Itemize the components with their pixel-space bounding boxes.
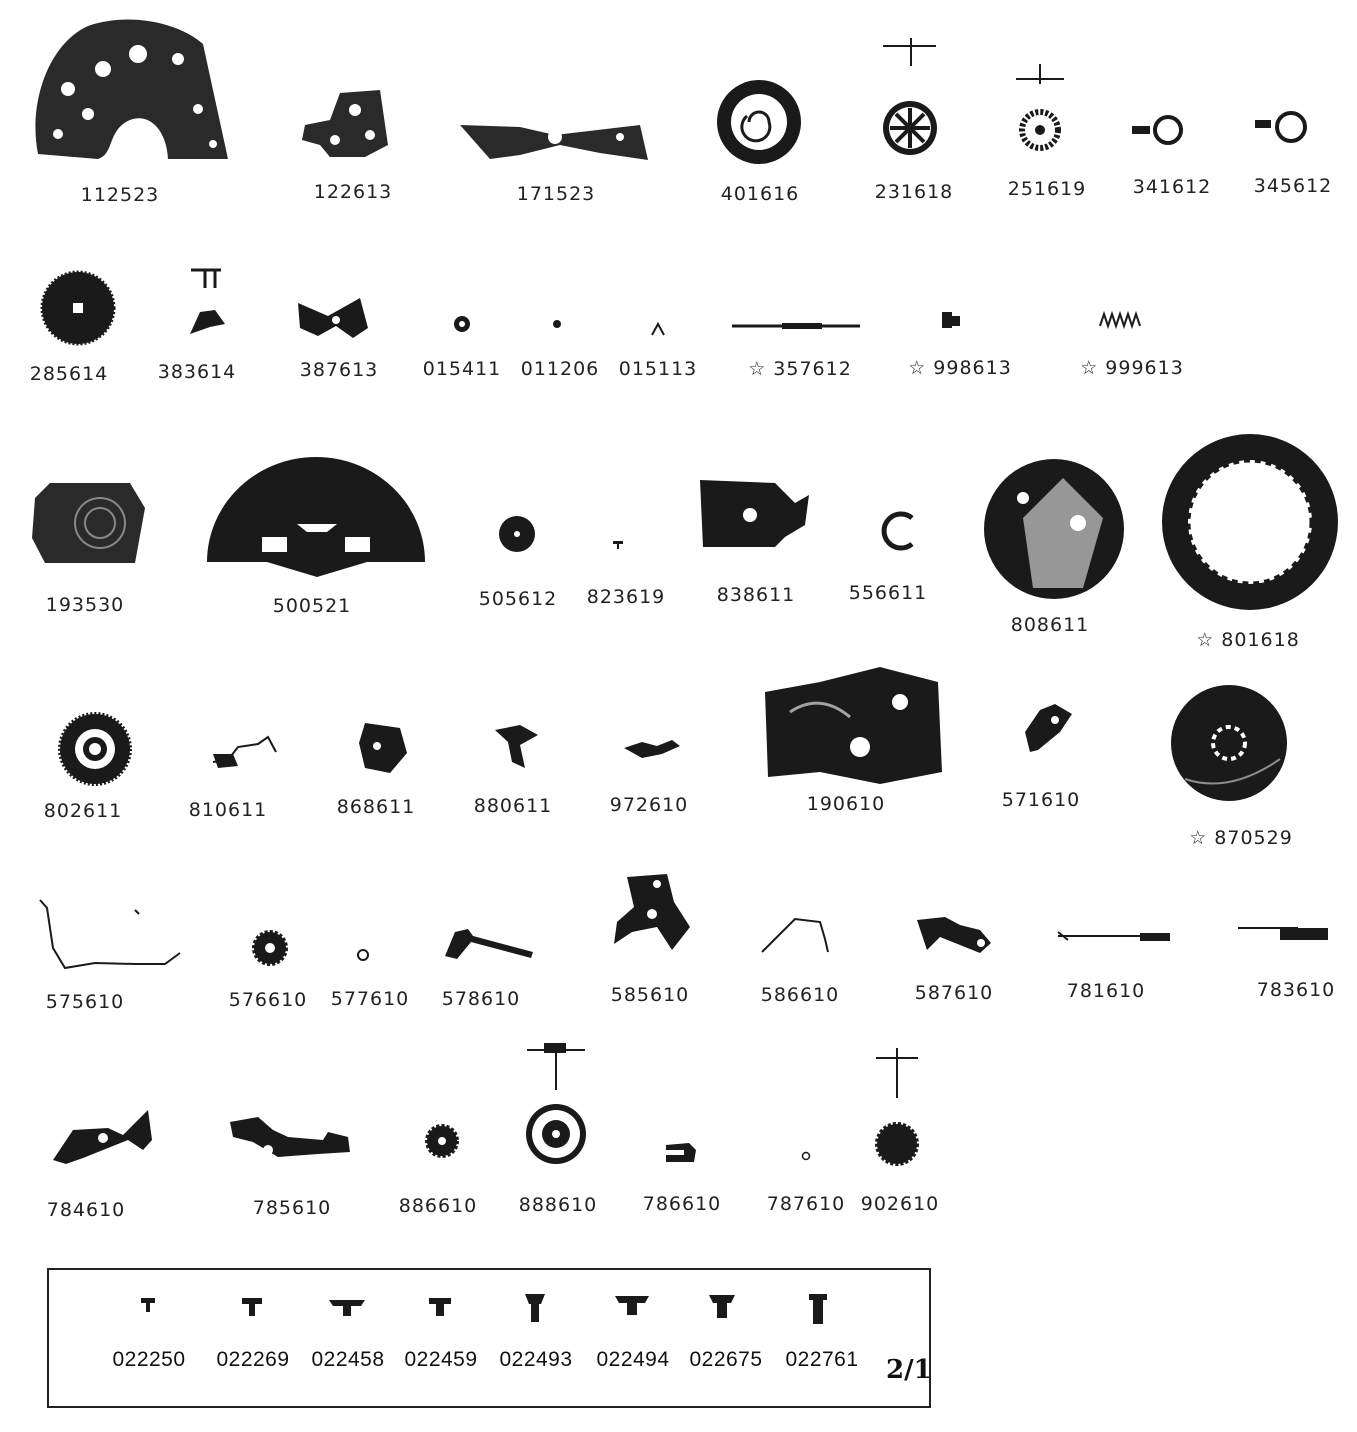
part-number: 577610 (330, 988, 410, 1010)
screw-part-number: 022459 (404, 1348, 478, 1371)
part-number: 571610 (1001, 789, 1081, 811)
reverser-lever-icon (228, 1112, 352, 1160)
balance-bridge-icon (30, 478, 150, 570)
part-number: 786610 (642, 1193, 722, 1215)
part-number: 015411 (422, 358, 502, 380)
part-number: 112523 (80, 184, 160, 206)
part-number: 880611 (473, 795, 553, 817)
rod-icon (732, 320, 862, 332)
date-plate-icon (983, 458, 1125, 600)
part-number: 251619 (1007, 178, 1087, 200)
screw-icon (428, 1296, 452, 1318)
part-number: 575610 (45, 991, 125, 1013)
screw-icon (808, 1292, 828, 1326)
part-number: 802611 (43, 800, 123, 822)
part-number: 781610 (1066, 980, 1146, 1002)
lever-icon (490, 720, 542, 770)
wheel-icon (878, 38, 940, 158)
screw-part-number: 022494 (596, 1348, 670, 1371)
part-number: 578610 (441, 988, 521, 1010)
pinion-icon (252, 930, 288, 966)
long-spring-icon (35, 898, 185, 973)
small-part-icon (664, 1140, 698, 1166)
screw-icon (241, 1296, 263, 1318)
part-number: 556611 (848, 582, 928, 604)
screw-part-number: 022675 (689, 1348, 763, 1371)
pin-icon (552, 319, 562, 329)
part-number: 823619 (586, 586, 666, 608)
part-number: 784610 (46, 1199, 126, 1221)
part-number: ☆ 357612 (748, 358, 852, 380)
part-number: 810611 (188, 799, 268, 821)
three-arm-lever-icon (612, 872, 692, 954)
long-lever-icon (1238, 922, 1330, 944)
small-ring-icon (356, 948, 370, 962)
part-number: 783610 (1256, 979, 1336, 1001)
wire-spring-icon (760, 914, 836, 954)
part-number: 587610 (914, 982, 994, 1004)
part-number: 902610 (860, 1193, 940, 1215)
cam-icon (355, 718, 410, 776)
part-number: 383614 (157, 361, 237, 383)
scale-label: 2/1 (886, 1355, 932, 1385)
part-number: 505612 (478, 588, 558, 610)
part-number: 888610 (518, 1194, 598, 1216)
gear-2-icon (58, 712, 133, 787)
gear-icon (40, 270, 116, 346)
hammer-icon (915, 915, 993, 955)
roller-icon (498, 515, 536, 553)
screw-part-number: 022761 (785, 1348, 859, 1371)
center-wheel-icon (522, 1038, 590, 1168)
spring-wire-icon (208, 732, 280, 772)
part-number: 122613 (313, 181, 393, 203)
detent-lever-icon (443, 924, 535, 962)
part-number: 015113 (618, 358, 698, 380)
part-number: 808611 (1010, 614, 1090, 636)
part-number: ☆ 870529 (1189, 827, 1293, 849)
part-number: 285614 (29, 363, 109, 385)
rotor-icon (207, 452, 425, 582)
screw-part-number: 022250 (112, 1348, 186, 1371)
part-number: 585610 (610, 984, 690, 1006)
c-clip-icon (878, 510, 920, 552)
part-number: ☆ 999613 (1080, 357, 1184, 379)
lever-bridge-icon (460, 115, 650, 163)
screw-part-number: 022458 (311, 1348, 385, 1371)
operating-lever-icon (48, 1110, 154, 1166)
part-number: 787610 (766, 1193, 846, 1215)
cap-jewel-icon (1132, 114, 1187, 146)
date-ring-icon (1160, 426, 1340, 618)
click-icon (1020, 702, 1076, 754)
part-number: 231618 (874, 181, 954, 203)
screw-icon (524, 1292, 546, 1324)
screw-icon (708, 1292, 736, 1320)
screw-icon (614, 1293, 650, 1317)
part-number: 868611 (336, 796, 416, 818)
part-number: 190610 (806, 793, 886, 815)
barrel-bridge-icon (760, 662, 945, 790)
small-block-icon (940, 310, 962, 330)
third-wheel-icon (872, 1048, 922, 1170)
screw-icon (328, 1296, 366, 1318)
part-number: 345612 (1253, 175, 1333, 197)
part-number: ☆ 998613 (908, 357, 1012, 379)
jewel-icon (452, 314, 472, 334)
part-number: 886610 (398, 1195, 478, 1217)
part-number: 341612 (1132, 176, 1212, 198)
part-number: 401616 (720, 183, 800, 205)
part-number: 586610 (760, 984, 840, 1006)
thin-spring-icon (1058, 930, 1173, 946)
part-number: 500521 (272, 595, 352, 617)
part-number: 193530 (45, 594, 125, 616)
screw-part-number: 022493 (499, 1348, 573, 1371)
mainspring-icon (715, 78, 803, 166)
part-number: ☆ 801618 (1196, 629, 1300, 651)
date-disc-icon (1170, 684, 1288, 802)
setting-lever-icon (185, 262, 231, 342)
part-number: 171523 (516, 183, 596, 205)
bridge-icon (300, 85, 390, 163)
reversing-wheel-icon (425, 1124, 459, 1158)
small-screw-icon (612, 540, 624, 550)
screws-panel (47, 1268, 931, 1408)
yoke-icon (298, 298, 370, 340)
cap-jewel-2-icon (1255, 110, 1310, 144)
date-driving-plate-icon (695, 475, 813, 550)
screw-part-number: 022269 (216, 1348, 290, 1371)
main-plate-icon (28, 14, 233, 162)
part-number: 972610 (609, 794, 689, 816)
part-number: 838611 (716, 584, 796, 606)
part-number: 011206 (520, 358, 600, 380)
tiny-ring-icon (801, 1151, 811, 1161)
part-number: 576610 (228, 989, 308, 1011)
escape-wheel-icon (1012, 64, 1068, 154)
part-number: 387613 (299, 359, 379, 381)
coil-spring-icon (1100, 312, 1144, 328)
screw-icon (140, 1296, 156, 1314)
small-lever-icon (622, 734, 682, 762)
part-number: 785610 (252, 1197, 332, 1219)
clip-icon (650, 322, 666, 336)
